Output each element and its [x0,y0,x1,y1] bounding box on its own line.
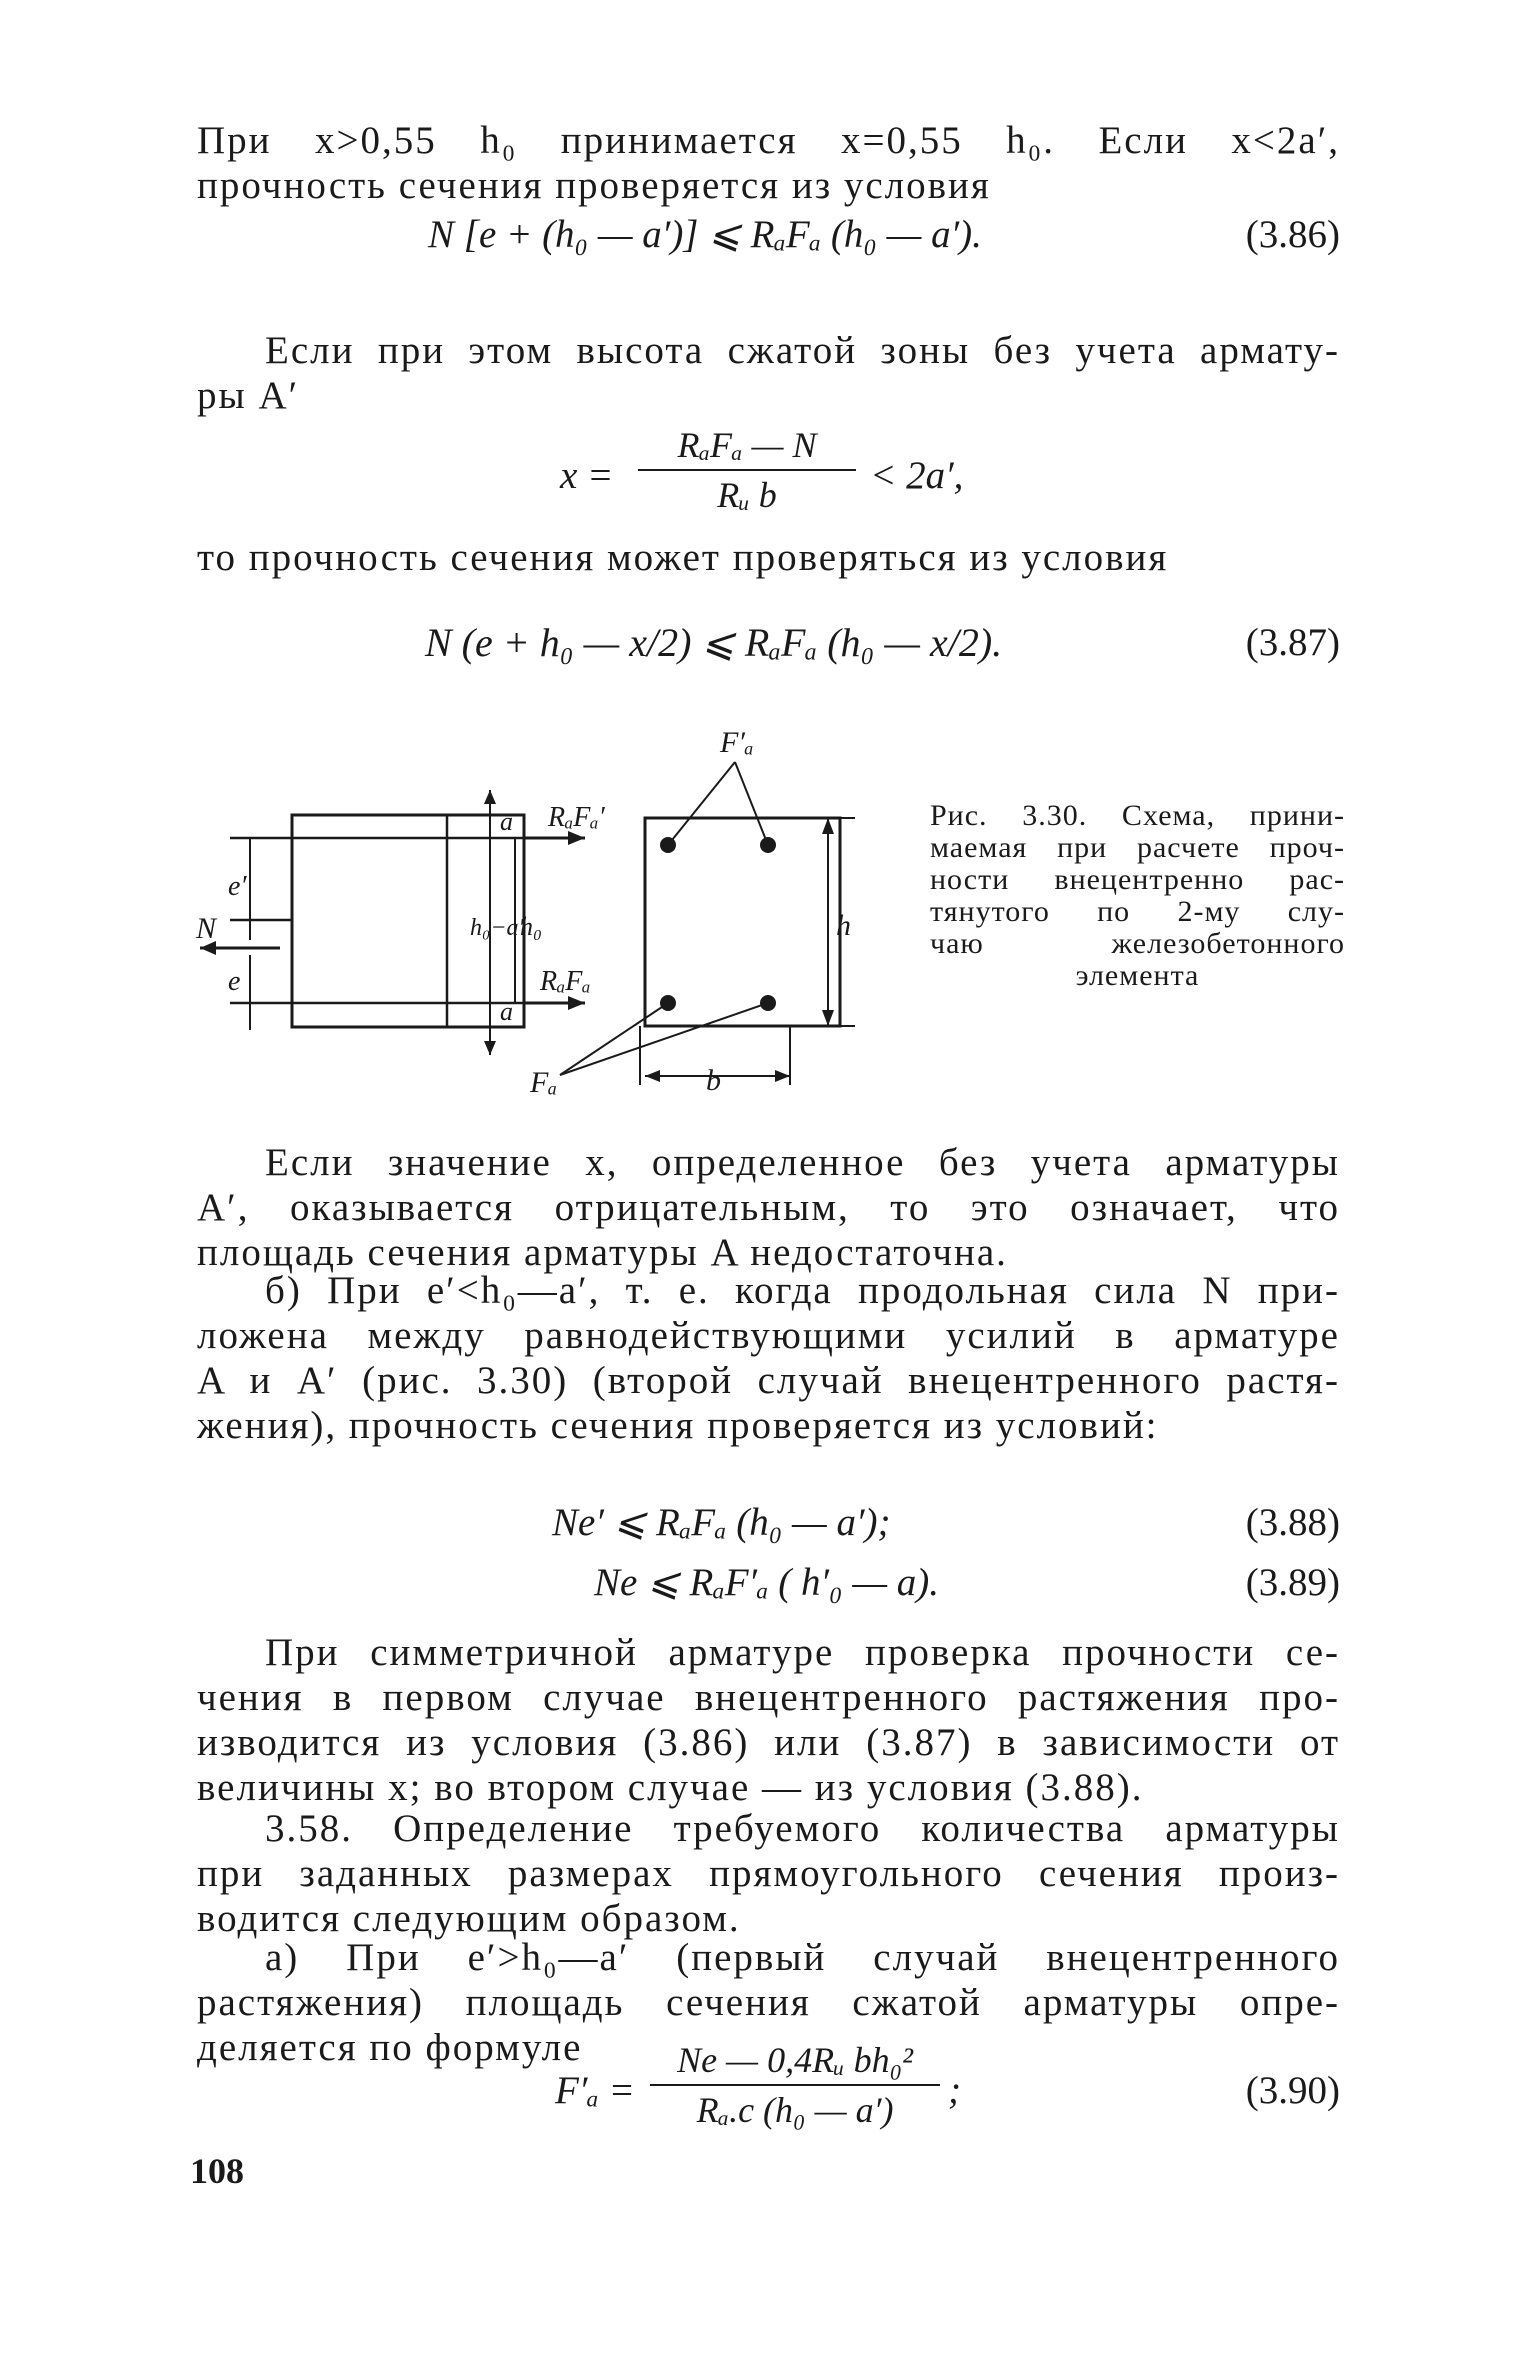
equation-3-86: N [e + (h₀ — a′)] ⩽ RₐFₐ (h₀ — a′). [428,213,982,256]
equation-number-3-90: (3.90) [1245,2069,1340,2112]
paragraph-6 [197,1630,1340,1810]
text-line: величины x; во втором случае — из условия (3.88). [197,1766,1144,1809]
text-line: Если значение x, определенное без учета арматуры [265,1141,1340,1184]
text-line: A и A′ (рис. 3.30) (второй случай внецентренного растя- [197,1359,1340,1402]
text-line: а) При e′>h₀—a′ (первый случай внецентренного [265,1936,1340,1979]
caption-line: маемая при расчете проч- [930,831,1345,864]
text-line: ры A′ [197,374,300,417]
text-line: водится следующим образом. [197,1897,741,1940]
label-a-bottom: a [500,997,513,1026]
label-N: N [196,912,217,945]
label-e-prime: e′ [228,871,247,902]
figure-caption [930,800,1345,992]
equation-number-3-89: (3.89) [1245,1561,1340,1604]
equation-number-3-87: (3.87) [1245,621,1340,664]
text-line: При x>0,55 h₀ принимается x=0,55 h₀. Если x<2a′, [197,119,1340,162]
equation-3-89: Ne ⩽ RₐF′ₐ ( h′₀ — a). [594,1561,939,1604]
page-number: 108 [190,2151,244,2191]
rebar-bottom-right [760,995,776,1011]
equation-3-90-fraction [650,2040,940,2130]
label-b: b [706,1064,721,1097]
label-e: e [228,966,241,997]
text-line: при заданных размерах прямоугольного сечения произ- [197,1852,1340,1895]
text-line: ложена между равнодействующими усилий в арматуре [197,1314,1340,1357]
label-a-top: a [500,807,513,836]
caption-line: чаю железобетонного [930,927,1345,960]
text-line: При симметричной арматуре проверка прочности се- [265,1631,1340,1674]
equation-3-90-lhs: F′ₐ = [555,2069,635,2112]
equation-3-87: N (e + h₀ — x/2) ⩽ RₐFₐ (h₀ — x/2). [425,620,1003,665]
equation-number-3-88: (3.88) [1245,1501,1340,1544]
equation-3-90-rhs: ; [948,2069,961,2112]
text-line: площадь сечения арматуры A недостаточна. [197,1231,1008,1274]
fraction-denominator: Rᵤ b [717,475,777,515]
caption-line: тянутого по 2-му слу- [930,895,1345,928]
text-line: чения в первом случае внецентренного растяжения про- [197,1676,1340,1719]
fraction-numerator: RₐFₐ — N [638,425,856,471]
rebar-top-left [660,837,676,853]
text-line: прочность сечения проверяется из условия [197,164,991,207]
fraction-denominator: Rₐ.c (h₀ — a′) [696,2090,894,2130]
paragraph-7 [197,1806,1340,1941]
rebar-bottom-left [660,995,676,1011]
equation-3-88: Ne′ ⩽ RₐFₐ (h₀ — a′); [552,1501,891,1544]
caption-line: элемента [1075,959,1200,992]
text-line: изводится из условия (3.86) или (3.87) в зависимости от [197,1721,1340,1764]
rebar-top-right [760,837,776,853]
text-line: 3.58. Определение требуемого количества арматуры [265,1807,1340,1850]
text-line: Если при этом высота сжатой зоны без учета армату- [265,329,1340,372]
label-RaFa: RₐFₐ [540,966,591,997]
equation-x-lhs: x = [560,454,614,497]
caption-line: ности внецентренно рас- [930,863,1345,896]
label-Fa: Fₐ [530,1066,558,1099]
paragraph-4 [197,1140,1340,1275]
fraction-numerator: Ne — 0,4Rᵤ bh₀² [650,2040,940,2086]
label-RaFa-prime: RₐFₐ′ [548,802,605,833]
caption-line: Рис. 3.30. Схема, прини- [930,799,1345,832]
label-Fa-prime: F′ₐ [720,726,754,759]
text-line: A′, оказывается отрицательным, то это означает, что [197,1186,1340,1229]
equation-number-3-86: (3.86) [1245,213,1340,256]
text-line: растяжения) площадь сечения сжатой арматуры опре- [197,1981,1340,2024]
text-line: то прочность сечения может проверяться из условия [197,536,1169,579]
label-h0: h₀ [520,912,543,941]
text-line: б) При e′<h₀—a′, т. е. когда продольная сила N при- [265,1269,1340,1312]
paragraph-5 [197,1268,1340,1448]
text-line: деляется по формуле [197,2026,583,2069]
text-line: жения), прочность сечения проверяется из условий: [197,1404,1159,1447]
label-h0-minus-a: h₀−a′ [470,915,524,941]
equation-x-rhs: < 2a′, [870,454,964,497]
label-h: h [836,909,851,942]
